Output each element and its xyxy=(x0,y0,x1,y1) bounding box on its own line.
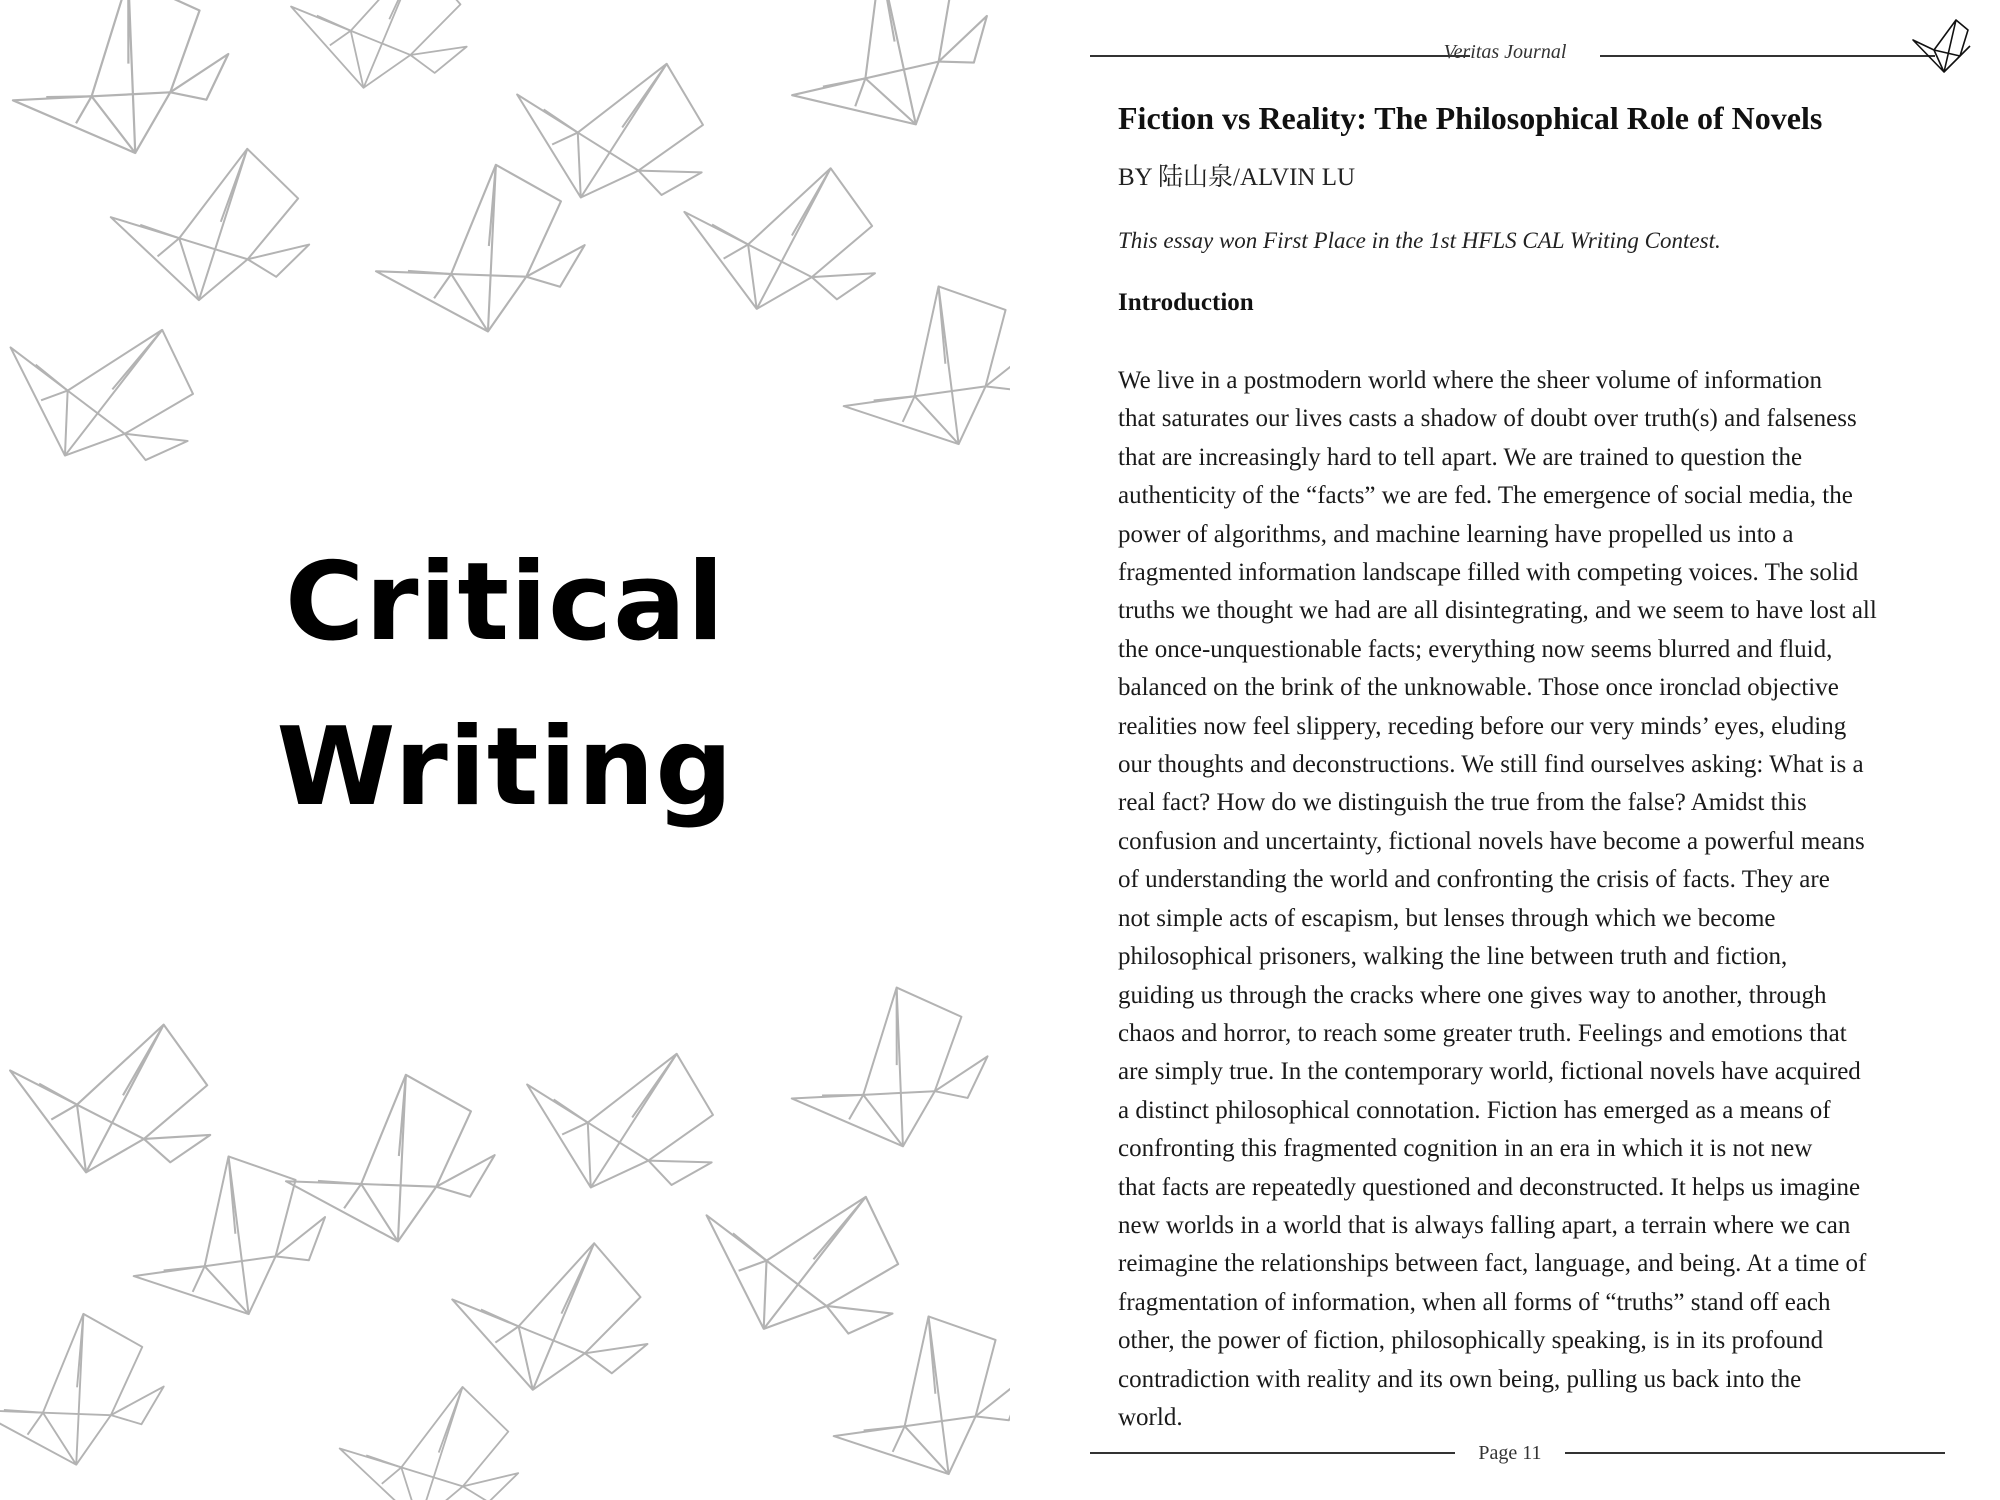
body-line: We live in a postmodern world where the sheer volume of information xyxy=(1118,367,1823,394)
crane-decoration xyxy=(0,0,247,180)
crane-decoration xyxy=(673,1139,932,1375)
body-line: are simply true. In the contemporary world, fictional novels have acquired xyxy=(1118,1058,1861,1086)
section-heading: Introduction xyxy=(1118,289,1254,316)
crane-decoration xyxy=(491,19,732,233)
crane-decoration xyxy=(0,275,226,500)
award-note: This essay won First Place in the 1st HFLS CAL Writing Contest. xyxy=(1118,228,1721,253)
body-line: confronting this fragmented cognition in an era in which it is not new xyxy=(1118,1135,1813,1163)
body-line: fragmentation of information, when all forms of “truths” stand off each xyxy=(1118,1288,1831,1316)
body-line: truths we thought we had are all disintegrating, and we seem to have lost all xyxy=(1118,597,1877,625)
section-title xyxy=(0,520,1010,850)
body-line: chaos and horror, to reach some greater truth. Feelings and emotions that xyxy=(1118,1019,1847,1047)
body-line: reimagine the relationships between fact, language, and being. At a time of xyxy=(1118,1250,1867,1278)
body-line: philosophical prisoners, walking the line between truth and fiction, xyxy=(1118,943,1788,971)
body-line: world. xyxy=(1118,1403,1183,1431)
section-title-line: Writing xyxy=(276,705,734,830)
body-line: our thoughts and deconstructions. We still find ourselves asking: What is a xyxy=(1118,751,1864,779)
crane-decoration xyxy=(0,1302,174,1480)
body-line: contradiction with reality and its own being, pulling us back into the xyxy=(1118,1365,1802,1393)
body-line: that are increasingly hard to tell apart. We are trained to question the xyxy=(1118,443,1803,471)
body-line: power of algorithms, and machine learning have propelled us into a xyxy=(1118,520,1794,548)
body-line: guiding us through the cracks where one gives way to another, through xyxy=(1118,981,1827,1009)
author-byline: BY 陆山泉/ALVIN LU xyxy=(1118,164,1356,191)
body-line: the once-unquestionable facts; everything now seems blurred and fluid, xyxy=(1118,635,1833,663)
crane-decoration xyxy=(279,0,480,104)
body-line: new worlds in a world that is always falling apart, a terrain where we can xyxy=(1118,1211,1851,1239)
section-title-line: Critical xyxy=(284,540,726,665)
body-line: real fact? How do we distinguish the true from the false? Amidst this xyxy=(1118,789,1807,817)
page-number: Page 11 xyxy=(1478,1442,1542,1464)
body-line: balanced on the brink of the unknowable. Those once ironclad objective xyxy=(1118,674,1839,702)
body-line: other, the power of fiction, philosophically speaking, is in its profound xyxy=(1118,1327,1824,1355)
crane-decoration xyxy=(361,152,596,349)
article-page xyxy=(1010,0,2000,1500)
footer-rule-left xyxy=(1090,1452,1455,1454)
body-line: fragmented information landscape filled with competing voices. The solid xyxy=(1118,559,1859,587)
article-title: Fiction vs Reality: The Philosophical Role of Novels xyxy=(1118,100,1823,136)
crane-decoration xyxy=(271,1062,506,1259)
body-line: a distinct philosophical connotation. Fiction has emerged as a means of xyxy=(1118,1096,1831,1124)
body-line: not simple acts of escapism, but lenses through which we become xyxy=(1118,904,1776,932)
body-line: confusion and uncertainty, fictional novels have become a powerful means xyxy=(1118,827,1865,855)
crane-decoration xyxy=(757,0,1010,167)
footer-rule-right xyxy=(1565,1452,1945,1454)
body-line: of understanding the world and confronting the crisis of facts. They are xyxy=(1118,866,1830,894)
crane-decoration xyxy=(806,1293,1010,1500)
crane-decoration xyxy=(501,1009,742,1223)
header-rule-right xyxy=(1600,55,1935,57)
body-line: authenticity of the “facts” we are fed. The emergence of social media, the xyxy=(1118,482,1853,510)
origami-crane-icon xyxy=(1910,16,1972,78)
crane-decoration xyxy=(771,969,1004,1170)
article-body xyxy=(1118,362,1978,1437)
crane-decoration xyxy=(665,135,898,336)
crane-decoration xyxy=(439,1221,663,1408)
crane-decoration xyxy=(0,989,235,1201)
body-line: realities now feel slippery, receding before our very minds’ eyes, eluding xyxy=(1118,712,1847,740)
crane-decoration xyxy=(334,1377,525,1500)
journal-name: Veritas Journal xyxy=(1443,41,1567,63)
body-line: that saturates our lives casts a shadow of doubt over truth(s) and falseness xyxy=(1118,405,1857,433)
crane-decoration xyxy=(104,137,317,309)
crane-decoration xyxy=(106,1133,347,1347)
body-line: that facts are repeatedly questioned and deconstructed. It helps us imagine xyxy=(1118,1173,1861,1201)
